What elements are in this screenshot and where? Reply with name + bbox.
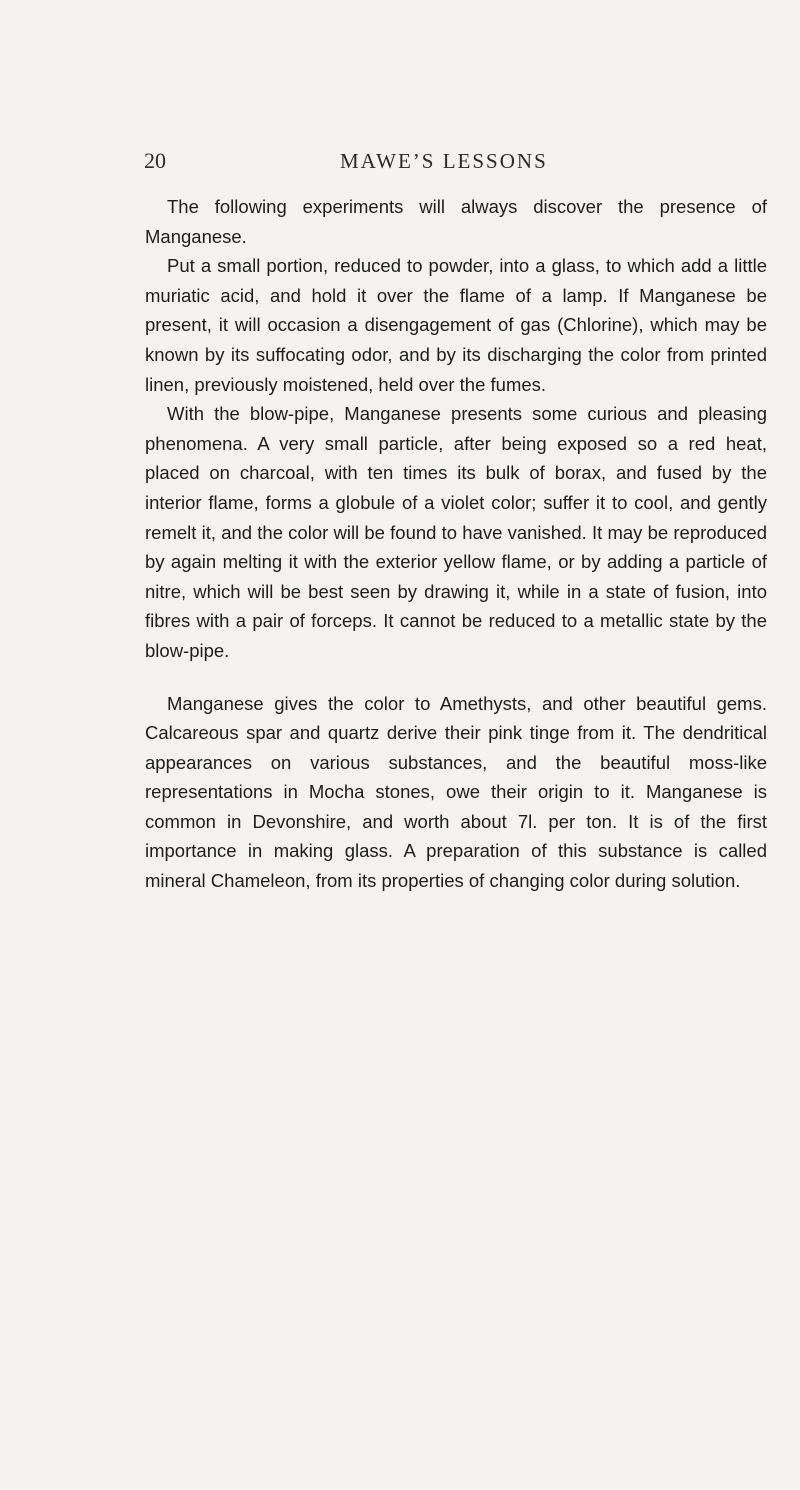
paragraph-acid-test: Put a small portion, reduced to powder, into a glass, to which add a little muriatic acid, and hold it over the flame of a lamp. If Manganese be present, it will occasion a disengagement of gas (Chlorine), which may be known by its suffocating odor, and by its discharging the color from printed linen, previously moistened, held over the fumes.	[145, 255, 767, 395]
body-text	[145, 192, 767, 896]
page-number: 20	[144, 148, 166, 173]
page-header	[0, 148, 800, 188]
running-head: MAWE’S LESSONS	[340, 149, 548, 173]
paragraph-uses: Manganese gives the color to Amethysts, and other beautiful gems. Calcareous spar and quartz derive their pink tinge from it. The dendritical appearances on various substances, and the beautiful moss-like representations in Mocha stones, owe their origin to it. Manganese is common in Devonshire, and worth about 7l. per ton. It is of the first importance in making glass. A preparation of this substance is called mineral Chameleon, from its properties of changing color during solution.	[145, 692, 767, 892]
paragraph-intro: The following experiments will always discover the presence of Manganese.	[145, 196, 767, 247]
paragraph-blowpipe: With the blow-pipe, Manganese presents some curious and pleasing phenomena. A very small particle, after being exposed so a red heat, placed on charcoal, with ten times its bulk of borax, and fused by the interior flame, forms a globule of a violet color; suffer it to cool, and gently remelt it, and the color will be found to have vanished. It may be reproduced by again melting it with the exterior yellow flame, or by adding a particle of nitre, which will be best seen by drawing it, while in a state of fusion, into fibres with a pair of forceps. It cannot be reduced to a metallic state by the blow-pipe.	[145, 403, 767, 661]
